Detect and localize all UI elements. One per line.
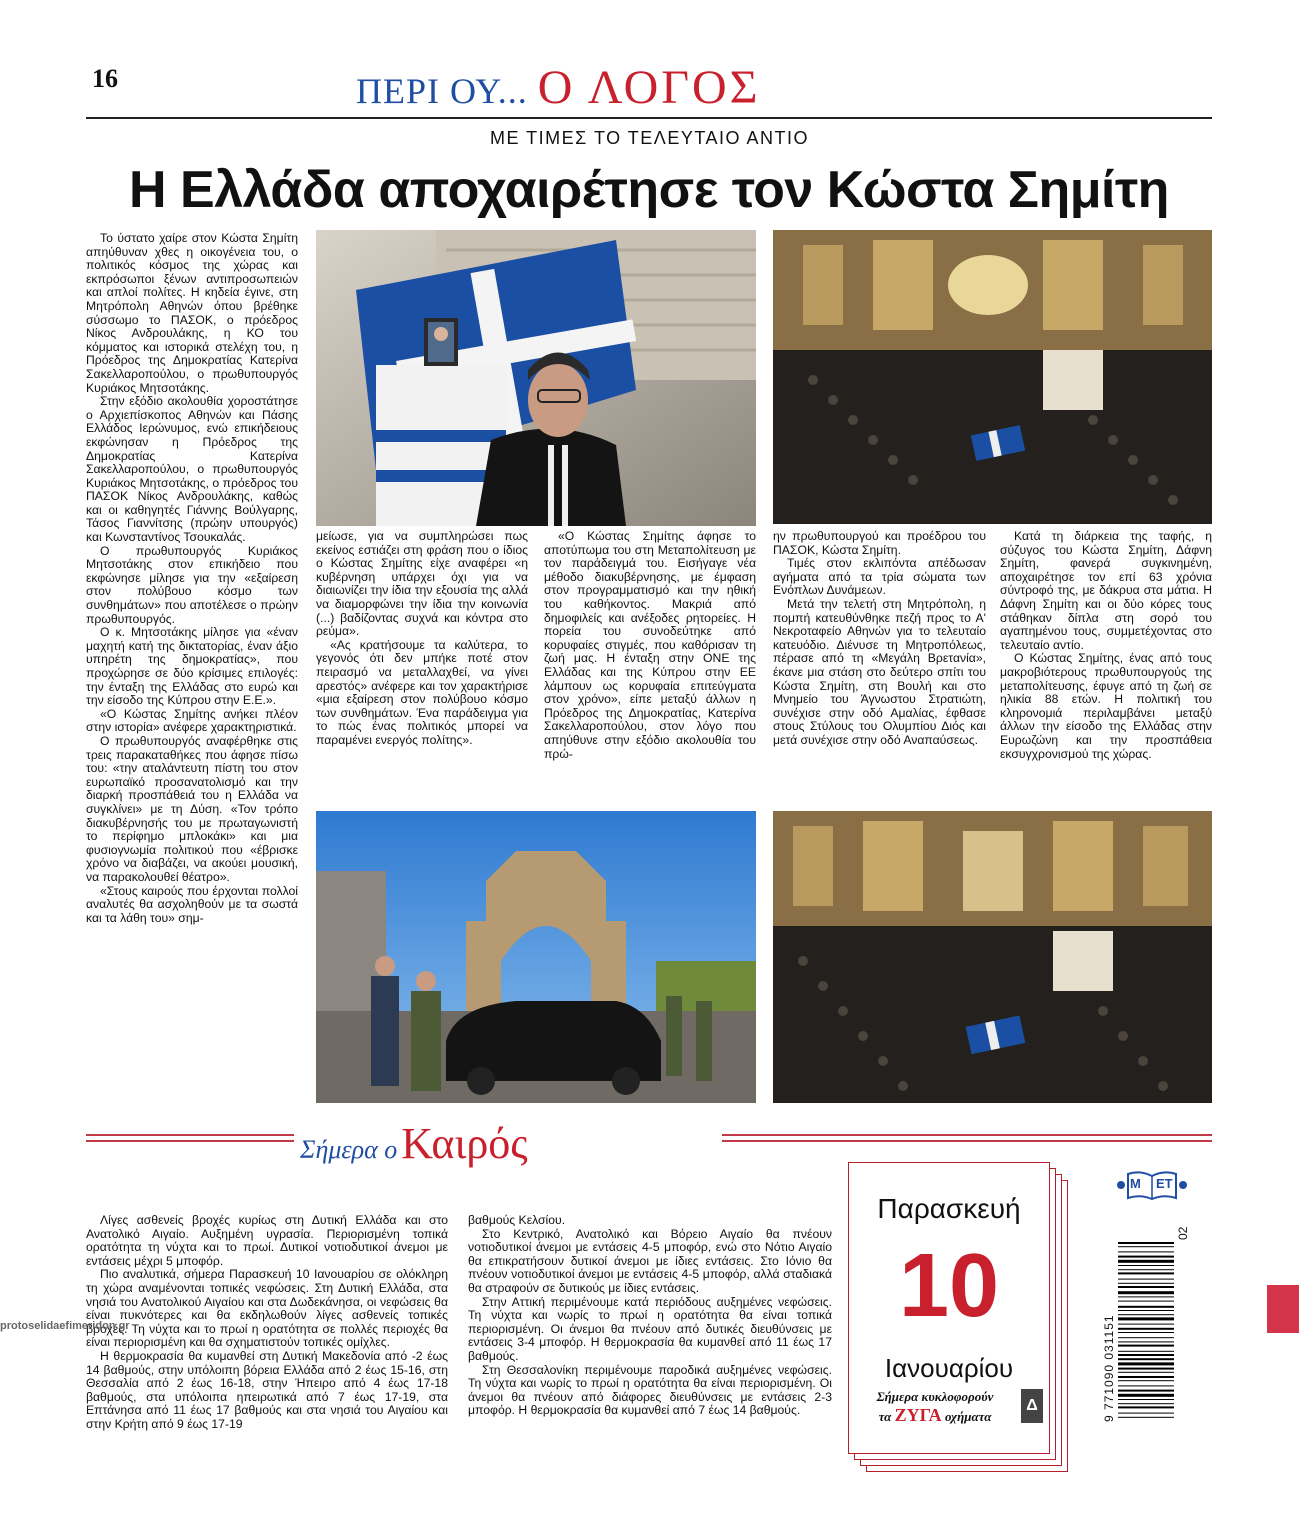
weather-rule-left-top (86, 1134, 294, 1136)
paragraph: Η θερμοκρασία θα κυμανθεί στη Δυτική Μακεδονία από -2 έως 14 βαθμούς, στην υπόλοιπη βόρεια Ελλάδα από 2 έως 15-16, στη Θεσσαλία από 2 έως 16-18, στην Ήπειρο από 4 έως 17-18 βαθμούς, στα υπόλοιπα ηπειρωτικά από 7 έως 17-19, στα Επτάνησα από 11 έως 17 βαθμούς και στα νησιά του Αιγαίου και στην Κρήτη από 9 έως 17-19 (86, 1348, 448, 1431)
paragraph: Στη Θεσσαλονίκη περιμένουμε παροδικά αυξημένες νεφώσεις. Τη νύχτα και νωρίς το πρωί η ορατότητα θα είναι περιορισμένη. Οι άνεμοι θα πνέουν από διάφορες διευθύνσεις με εντάσεις 2-3 μποφόρ. Η θερμοκρασία θα κυμανθεί από 7 έως 14 βαθμούς. (468, 1362, 832, 1418)
paragraph: Ο πρωθυπουργός αναφέρθηκε στις τρεις παρακαταθήκες που άφησε πίσω του: «την αταλάντευτη πίστη του στον ευρωπαϊκό προσανατολισμό και την διαρκή προσπάθειά του η Ελλάδα να συγκλίνει» με τη Δύση. «Τον τρόπο διακυβέρνησής του με πρωταγωνιστή το περίφημο μπλοκάκι» και μια φυσιογνωμία πολιτικού που «έβρισκε χρόνο να διαβάζει, να ακούει μουσική, να παρακολουθεί θέατρο». (86, 733, 298, 884)
meteo-logo-right: ΕΤ (1156, 1176, 1173, 1191)
barcode-bar (1118, 1328, 1174, 1330)
paragraph: ην πρωθυπουργού και προέδρου του ΠΑΣΟΚ, Κώστα Σημίτη. (773, 529, 986, 557)
paragraph: «Ο Κώστας Σημίτης άφησε το αποτύπωμα του στη Μεταπολίτευση με τον παράδειγμά του. Εισήγαγε νέα μέθοδο διακυβέρνησης, με έμφαση στον προγραμματισμό και την ηθική του καθήκοντος. Μακριά από δημοφιλείς και ανέξοδες ρητορείες. Η πορεία του συνοδεύτηκε από κορυφαίες στιγμές, που καθόρισαν τη ζωή μας. Η ένταξη στην ΟΝΕ της Ελλάδας και της Κύπρου στην ΕΕ λάμπουν ως κορυφαία επιτεύγματα στον χρόνο», είπε μεταξύ άλλων η Πρόεδρος της Δημοκρατίας, Κατερίνα Σακελλαροπούλου, στον λόγο που απηύθυνε στην εξόδιο ακολουθία του πρώ- (544, 529, 756, 761)
barcode-bar (1118, 1265, 1174, 1266)
paragraph: «Ας κρατήσουμε τα καλύτερα, το γεγονός ότι δεν μπήκε ποτέ στον πειρασμό να μεταλλαχθεί, να γίνει αρεστός» ανέφερε και τον χαρακτήρισε «μια εξαίρεση στον πολύβουο κόσμο των συνθημάτων. Ένα παράδειγμα για το πώς ένας πολιτικός μπορεί να παραμένει ενεργός πολίτης». (316, 637, 528, 747)
weather-column-1 (86, 1214, 448, 1432)
photo-coffin-flag-image (316, 230, 756, 526)
barcode-issue-wrap (1176, 1212, 1190, 1252)
photo-procession-image (316, 811, 756, 1103)
paragraph: Ο πρωθυπουργός Κυριάκος Μητσοτάκης στον επικήδειο που εκφώνησε μίλησε για την «εξαίρεση στον πολύβουο κόσμο των συνθημάτων» που αποτέλεσε ο πρώην πρωθυπουργός. (86, 543, 298, 626)
paragraph: «Στους καιρούς που έρχονται πολλοί αναλυτές θα ασχοληθούν με τα σωστά και τα λάθη του» σημ- (86, 883, 298, 925)
barcode-bar (1118, 1291, 1174, 1294)
calendar-card (848, 1162, 1050, 1454)
photo-cathedral-service (773, 811, 1212, 1103)
header-rule (86, 117, 1212, 119)
barcode-bar (1118, 1251, 1174, 1252)
article-headline: Η Ελλάδα αποχαιρέτησε τον Κώστα Σημίτη (129, 161, 1169, 219)
barcode-bar (1118, 1324, 1174, 1325)
masthead-title: Ο ΛΟΓΟΣ (537, 61, 761, 114)
barcode-bar (1118, 1406, 1174, 1408)
weather-rule-right-top (722, 1134, 1212, 1136)
zyga-line-2 (855, 1405, 1015, 1426)
barcode-bar (1118, 1301, 1174, 1302)
calendar-month: Ιανουαρίου (884, 1353, 1014, 1383)
barcode-bar (1118, 1256, 1174, 1258)
zyga-badge: Δ (1021, 1389, 1043, 1423)
barcode-bar (1118, 1376, 1174, 1378)
barcode-digits: 9 771090 031151 (1102, 1314, 1116, 1422)
paragraph: βαθμούς Κελσίου. (468, 1213, 566, 1227)
barcode (1094, 1212, 1192, 1432)
barcode-bar (1118, 1337, 1174, 1338)
article-column-2 (316, 530, 528, 748)
barcode-bar (1118, 1272, 1174, 1274)
photo-procession-arch (316, 811, 756, 1103)
weather-title-main: Καιρός (401, 1119, 528, 1168)
barcode-bar (1118, 1286, 1174, 1288)
barcode-bar (1118, 1385, 1174, 1386)
barcode-bar (1118, 1306, 1174, 1308)
meteo-book-icon (1116, 1168, 1188, 1202)
barcode-bar (1118, 1368, 1174, 1370)
barcode-bar (1118, 1283, 1174, 1284)
weather-rule-right-bottom (722, 1140, 1212, 1142)
paragraph: Ο κ. Μητσοτάκης μίλησε για «έναν μαχητή κατή της δικτατορίας, έναν άξιο υπηρέτη της δημοκρατίας», που προχώρησε σε δύο κρίσιμες επιλογές: την ένταξη της Ελλάδας στο ευρώ και την είσοδο της Κύπρου στην Ε.Ε.». (86, 625, 298, 708)
weather-title-prefix: Σήμερα ο (300, 1135, 398, 1164)
barcode-bar (1118, 1403, 1174, 1404)
barcode-bar (1118, 1417, 1174, 1418)
site-watermark: protoselidaefimeridon.gr (0, 1320, 130, 1332)
zyga-line-1: Σήμερα κυκλοφορούν (876, 1389, 994, 1404)
paragraph: Μετά την τελετή στη Μητρόπολη, η πομπή κατευθύνθηκε πεζή προς το Α' Νεκροταφείο Αθηνών για το τελευταίο κατευόδιο. Διένυσε τη Μητροπόλεως, πέρασε από τη «Μεγάλη Βρετανία», έκανε μια στάση στο δεύτερο σπίτι του Κώστα Σημίτη, στη Βουλή και στο Μνημείο του Άγνωστου Στρατιώτη, συνέχισε στην οδό Αμαλίας, έφθασε στους Στύλους του Ολυμπίου Διός και μετά συνέχισε στην οδό Αναπαύσεως. (773, 596, 986, 747)
photo-cathedral-image (773, 230, 1212, 524)
zyga-prefix: τα (878, 1409, 892, 1424)
barcode-bar (1118, 1372, 1174, 1373)
barcode-bar (1118, 1354, 1174, 1356)
barcode-bar (1118, 1341, 1174, 1342)
barcode-bar (1118, 1394, 1174, 1397)
barcode-bar (1118, 1269, 1174, 1270)
paragraph: Στην Αττική περιμένουμε κατά περιόδους αυξημένες νεφώσεις. Τη νύχτα και νωρίς το πρωί η ορατότητα θα είναι τοπικά περιορισμένη. Οι άνεμοι θα πνέουν από δυτικές διευθύνσεις με εντάσεις 3-4 μποφόρ. Η θερμοκρασία θα κυμανθεί από 11 έως 17 βαθμούς. (468, 1294, 832, 1363)
barcode-bar (1118, 1332, 1174, 1333)
paragraph: Στο Κεντρικό, Ανατολικό και Βόρειο Αιγαίο θα πνέουν νοτιοδυτικοί άνεμοι με εντάσεις 4-5 μποφόρ, ενώ στο Νότιο Αιγαίο θα επικρατήσουν δυτικοί άνεμοι με ίδιες εντάσεις. Στο Ιόνιο θα πνέουν νοτιοδυτικοί άνεμοι με εντάσεις 4-5 μποφόρ, αλλά σταδιακά θα στραφούν σε δυτικούς με ίδιες εντάσεις. (468, 1226, 832, 1295)
paragraph: Το ύστατο χαίρε στον Κώστα Σημίτη απηύθυναν χθες η οικογένεια του, ο πολιτικός κόσμος της χώρας και εκπρόσωποι ξένων αντιπροσωπειών και απλοί πολίτες. Η κηδεία έγινε, στη Μητρόπολη Αθηνών όπου βρέθηκε σύσσωμο το ΠΑΣΟΚ, ο πρόεδρος Νίκος Ανδρουλάκης, η ΚΟ του κόμματος και ιστορικά στελέχη του, η Πρόεδρος της Δημοκρατίας Κατερίνα Σακελλαροπούλου, ο πρωθυπουργός Κυριάκος Μητσοτάκης. (86, 231, 298, 395)
paragraph: Λίγες ασθενείς βροχές κυρίως στη Δυτική Ελλάδα και στο Ανατολικό Αιγαίο. Αυξημένη υγρασία. Περιορισμένη τοπικά ορατότητα τη νύχτα και το πρωί. Δυτικοί νοτιοδυτικοί άνεμοι με εντάσεις μέχρι 5 μποφόρ. (86, 1213, 448, 1268)
article-column-3 (544, 530, 756, 761)
section-color-tab (1267, 1285, 1299, 1333)
weather-title (300, 1118, 528, 1169)
barcode-bar (1118, 1310, 1174, 1311)
paragraph: Ο Κώστας Σημίτης, ένας από τους μακροβιότερους πρωθυπουργούς της μεταπολίτευσης, έφυγε από τη ζωή σε ηλικία 88 ετών. Η πολιτική του κληρονομιά περιλαμβάνει μεταξύ άλλων την είσοδο της Ελλάδας στην Ευρωζώνη και την προσπάθεια εκσυγχρονισμού της χώρας. (1000, 651, 1212, 761)
zyga-word: ΖΥΓΑ (894, 1405, 942, 1425)
barcode-issue: 02 (1176, 1226, 1190, 1240)
paragraph: «Ο Κώστας Σημίτης ανήκει πλέον στην ιστορία» ανέφερε χαρακτηριστικά. (86, 706, 298, 735)
article-kicker: ΜΕ ΤΙΜΕΣ ΤΟ ΤΕΛΕΥΤΑΙΟ ΑΝΤΙΟ (489, 128, 810, 148)
barcode-bar (1118, 1246, 1174, 1247)
paragraph: μείωσε, για να συμπληρώσει πως εκείνος εστιάζει στη φράση που ο ίδιος ο Κώστας Σημίτης είχε αναφέρει «η κυβέρνηση υπάρχει όχι για να διαιωνίζει την ίδια την εξουσία της αλλά να διαμορφώνει την ίδια την κοινωνία (...) βαδίζοντας συχνά και κόντρα στο ρεύμα». (316, 529, 528, 639)
photo-cathedral-funeral (773, 230, 1212, 524)
meteo-logo (1116, 1168, 1188, 1202)
page-number: 16 (92, 64, 118, 93)
article-column-4 (773, 530, 986, 748)
calendar-date: 10 (898, 1236, 1000, 1336)
article-column-1 (86, 232, 298, 925)
calendar-day: Παρασκευή (877, 1193, 1021, 1224)
barcode-bar (1118, 1399, 1174, 1400)
weather-rule-left-bottom (86, 1140, 294, 1142)
barcode-bar (1118, 1296, 1174, 1297)
masthead-section: ΠΕΡΙ ΟΥ... (356, 71, 528, 111)
photo-coffin-flag (316, 230, 756, 526)
barcode-bar (1118, 1260, 1174, 1263)
barcode-bar (1118, 1314, 1174, 1315)
barcode-bar (1118, 1358, 1174, 1360)
paragraph: Πιο αναλυτικά, σήμερα Παρασκευή 10 Ιανουαρίου σε ολόκληρη τη χώρα αναμένονται τοπικές νεφώσεις. Στη Δυτική Ελλάδα, στα νησιά του Ανατολικού Αιγαίου και στα Δωδεκάνησα, οι νεφώσεις θα είναι πυκνότερες και θα εκδηλωθούν λίγες ασθενείς τοπικές βροχές. Τη νύχτα και το πρωί η ορατότητα σε πολλές περιοχές θα είναι περιορισμένη και θα σχηματιστούν τοπικές ομίχλες. (86, 1267, 448, 1350)
zyga-notice (855, 1389, 1015, 1426)
weather-column-2 (468, 1214, 832, 1418)
paragraph: Κατά τη διάρκεια της ταφής, η σύζυγος του Κώστα Σημίτη, Δάφνη Σημίτη, φανερά συγκινημένη, αποχαιρέτησε τον επί 63 χρόνια σύντροφό της, με δάκρυα στα μάτια. Η Δάφνη Σημίτη και οι δύο κόρες τους στάθηκαν δίπλα στη σορό του αγαπημένου τους, συμμετέχοντας στο τελευταίο αντίο. (1000, 529, 1212, 652)
masthead (356, 60, 761, 115)
barcode-bar (1118, 1362, 1174, 1365)
barcode-bar (1118, 1380, 1174, 1381)
meteo-logo-left: Μ (1130, 1176, 1141, 1191)
barcode-bar (1118, 1242, 1174, 1244)
barcode-bar (1118, 1390, 1174, 1392)
barcode-digits-wrap (1102, 1212, 1116, 1432)
paragraph: Στην εξόδιο ακολουθία χοροστάτησε ο Αρχιεπίσκοπος Αθηνών και Πάσης Ελλάδος Ιερώνυμος, ενώ επικήδειους εκφώνησαν η Πρόεδρος της Δημοκρατίας Κατερίνα Σακελλαροπούλου, ο πρωθυπουργός Κυριάκος Μητσοτάκης, ο πρόεδρος του ΠΑΣΟΚ Νίκος Ανδρουλάκης, καθώς και οι καθηγητές Γιάννης Βούλγαρης, Τάσος Γιαννίτσης (πρώην υπουργός) και Κωνσταντίνος Τσουκαλάς. (86, 394, 298, 545)
barcode-bar (1118, 1279, 1174, 1280)
zyga-suffix: οχήματα (944, 1409, 992, 1424)
article-column-5 (1000, 530, 1212, 761)
paragraph: Τιμές στον εκλιπόντα απέδωσαν αγήματα από τα τρία σώματα των Ενόπλων Δυνάμεων. (773, 556, 986, 598)
photo-cathedral-service-image (773, 811, 1212, 1103)
barcode-bar (1118, 1413, 1174, 1414)
barcode-bar (1118, 1345, 1174, 1347)
barcode-bar (1118, 1351, 1174, 1352)
barcode-bar (1118, 1317, 1174, 1320)
